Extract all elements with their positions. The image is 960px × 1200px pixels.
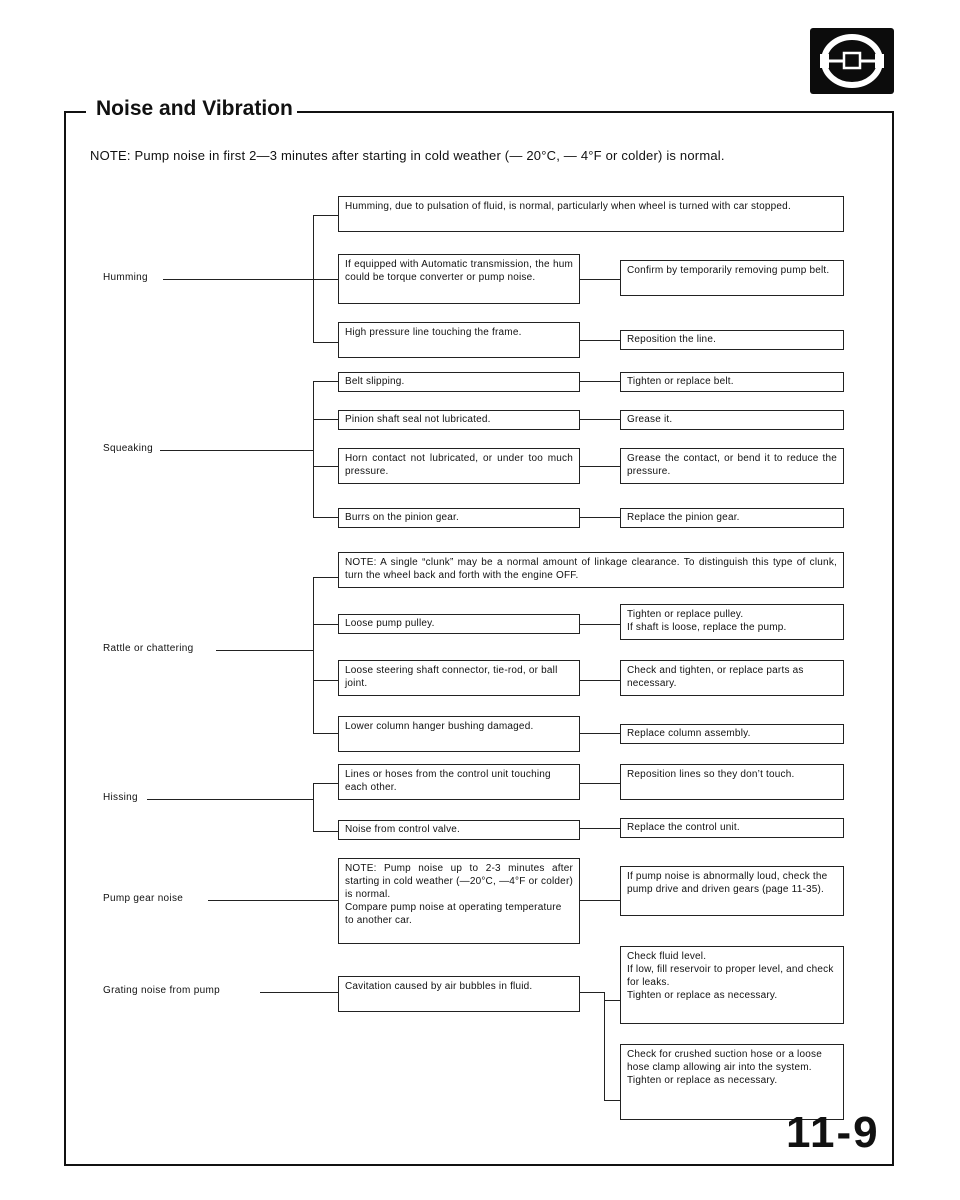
category-squeaking: Squeaking (103, 443, 153, 454)
cause-column-bushing: Lower column hanger bushing damaged. (338, 716, 580, 752)
remedy-control-unit: Replace the control unit. (620, 818, 844, 838)
category-humming: Humming (103, 272, 148, 283)
connector (163, 279, 313, 280)
remedy-pulley-line-1: Tighten or replace pulley. (627, 609, 744, 620)
connector (313, 466, 338, 467)
remedy-fluid-line-2: If low, fill reservoir to proper level, and check for leaks. (627, 964, 834, 988)
cause-humming-at: If equipped with Automatic transmission, the hum could be torque converter or pump noise. (338, 254, 580, 304)
cause-pinion-seal: Pinion shaft seal not lubricated. (338, 410, 580, 430)
connector (580, 828, 620, 829)
connector (313, 831, 338, 832)
remedy-humming-belt: Confirm by temporarily removing pump belt. (620, 260, 844, 296)
connector (313, 517, 338, 518)
remedy-fluid-level (620, 946, 844, 1024)
connector (313, 577, 314, 733)
cause-hoses-touching: Lines or hoses from the control unit touching each other. (338, 764, 580, 800)
cause-loose-connector: Loose steering shaft connector, tie-rod, or ball joint. (338, 660, 580, 696)
connector (580, 733, 620, 734)
connector (313, 419, 338, 420)
cause-pinion-burrs: Burrs on the pinion gear. (338, 508, 580, 528)
connector (313, 279, 338, 280)
remedy-pulley-line-2: If shaft is loose, replace the pump. (627, 622, 787, 633)
connector (313, 680, 338, 681)
connector (580, 992, 604, 993)
pump-noise-note-line-1: NOTE: Pump noise up to 2-3 minutes after starting in cold weather (—20°C, —4°F or colder) is normal. (345, 863, 573, 900)
cause-humming-normal: Humming, due to pulsation of fluid, is normal, particularly when wheel is turned with car stopped. (338, 196, 844, 232)
connector (604, 1100, 620, 1101)
cause-humming-line: High pressure line touching the frame. (338, 322, 580, 358)
connector (313, 342, 338, 343)
frame-bottom (64, 1164, 894, 1166)
remedy-pinion-gear: Replace the pinion gear. (620, 508, 844, 528)
cause-loose-pulley: Loose pump pulley. (338, 614, 580, 634)
category-hissing: Hissing (103, 792, 138, 803)
page-number: 11-9 (786, 1108, 880, 1157)
remedy-suction-line-2: Tighten or replace as necessary. (627, 1075, 778, 1086)
pump-noise-note-line-2: Compare pump noise at operating temperature to another car. (345, 902, 562, 926)
connector (313, 624, 338, 625)
category-rattle: Rattle or chattering (103, 643, 194, 654)
cause-control-valve: Noise from control valve. (338, 820, 580, 840)
connector (313, 215, 338, 216)
cause-cavitation: Cavitation caused by air bubbles in fluid. (338, 976, 580, 1012)
remedy-belt: Tighten or replace belt. (620, 372, 844, 392)
connector (313, 381, 338, 382)
cause-belt-slipping: Belt slipping. (338, 372, 580, 392)
category-pump-gear: Pump gear noise (103, 893, 184, 904)
frame-right (892, 111, 894, 1166)
connector (313, 783, 314, 831)
connector (208, 900, 338, 901)
remedy-pump-gears: If pump noise is abnormally loud, check the pump drive and driven gears (page 11-35). (620, 866, 844, 916)
connector (580, 466, 620, 467)
connector (580, 279, 620, 280)
connector (147, 799, 313, 800)
frame-top-left (64, 111, 86, 113)
cause-horn-contact: Horn contact not lubricated, or under too much pressure. (338, 448, 580, 484)
remedy-suction-line-1: Check for crushed suction hose or a loose hose clamp allowing air into the system. (627, 1049, 822, 1073)
connector (313, 577, 338, 578)
section-title: Noise and Vibration (92, 97, 297, 121)
connector (313, 733, 338, 734)
steering-wheel-icon (810, 28, 894, 94)
remedy-fluid-line-1: Check fluid level. (627, 951, 707, 962)
connector (216, 650, 313, 651)
connector (260, 992, 338, 993)
connector (580, 783, 620, 784)
connector (604, 992, 605, 1100)
connector (313, 381, 314, 517)
connector (580, 900, 620, 901)
connector (580, 419, 620, 420)
remedy-reposition-lines: Reposition lines so they don’t touch. (620, 764, 844, 800)
rattle-clunk-note: NOTE: A single “clunk” may be a normal amount of linkage clearance. To distinguish this type of clunk, turn the wheel back and forth with the engine OFF. (338, 552, 844, 588)
remedy-humming-line: Reposition the line. (620, 330, 844, 350)
connector (580, 381, 620, 382)
connector (604, 1000, 620, 1001)
connector (580, 340, 620, 341)
cold-weather-note: NOTE: Pump noise in first 2—3 minutes after starting in cold weather (— 20°C, — 4°F or colder) is normal. (90, 148, 725, 163)
connector (580, 624, 620, 625)
remedy-grease: Grease it. (620, 410, 844, 430)
pump-noise-note (338, 858, 580, 944)
connector (160, 450, 313, 451)
frame-top-right (296, 111, 894, 113)
connector (580, 680, 620, 681)
remedy-connector: Check and tighten, or replace parts as necessary. (620, 660, 844, 696)
category-grating: Grating noise from pump (103, 985, 220, 996)
connector (580, 517, 620, 518)
section-logo (810, 28, 894, 94)
remedy-column: Replace column assembly. (620, 724, 844, 744)
connector (313, 783, 338, 784)
remedy-horn-contact: Grease the contact, or bend it to reduce the pressure. (620, 448, 844, 484)
remedy-fluid-line-3: Tighten or replace as necessary. (627, 990, 778, 1001)
frame-left (64, 111, 66, 1166)
remedy-pulley (620, 604, 844, 640)
